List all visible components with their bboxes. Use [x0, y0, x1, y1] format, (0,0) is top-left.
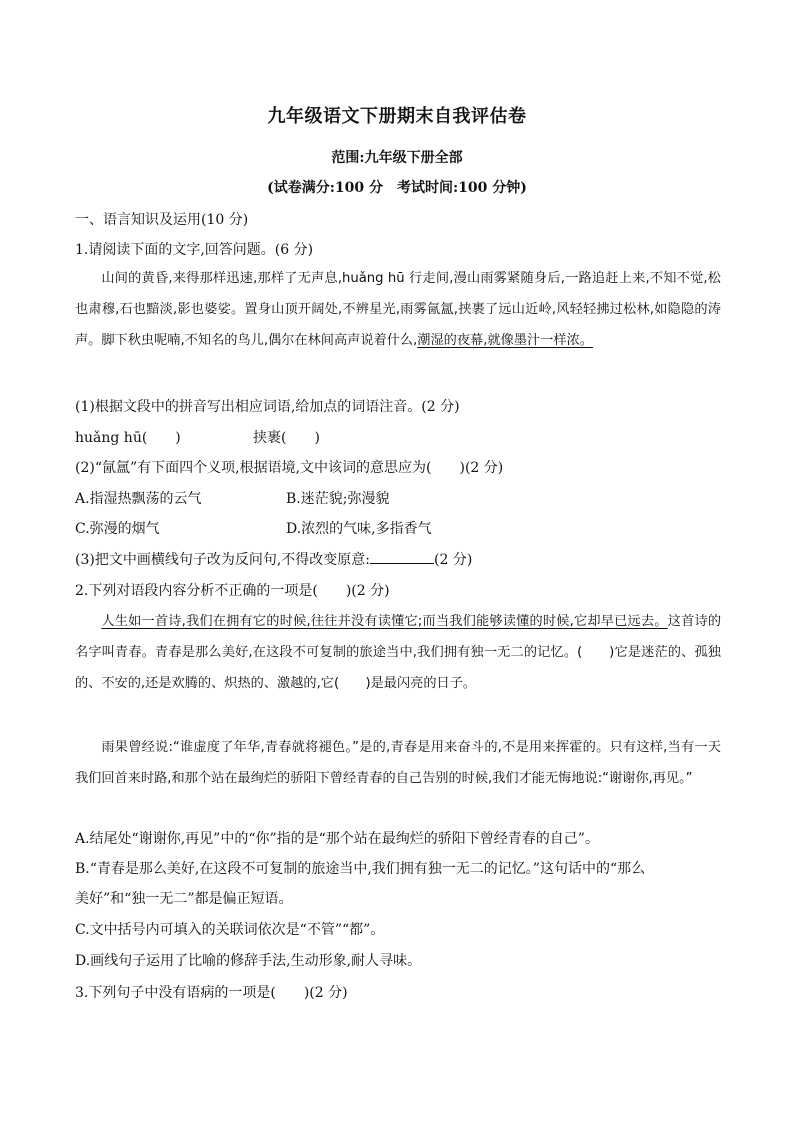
q1-option-a: A.指湿热飘荡的云气	[75, 491, 202, 507]
exam-info: (试卷满分:100 分 考试时间:100 分钟)	[267, 180, 527, 196]
exam-scope: 范围:九年级下册全部	[331, 150, 463, 166]
q1-option-c: C.弥漫的烟气	[75, 521, 160, 537]
q1-sub1-pinyin: huǎng hū( )	[75, 430, 181, 446]
exam-title: 九年级语文下册期末自我评估卷	[267, 106, 527, 127]
q2-option-b-line1: B.“青春是那么美好,在这段不可复制的旅途当中,我们拥有独一无二的记忆。”这句话中的“那么	[75, 861, 646, 877]
passage-text: 山间的黄昏,来得那样迅速,那样了无声息,huǎng hū 行走间,漫山雨雾紧随身后,一路追赶上来,不知不觉,松也肃穆,石也黯淡,影也婆娑。置身山顶开阔处,不辨星光,雨雾氤氲,挟裹了远山近岭,风轻轻拂过松林,如隐隐的涛声。脚下秋虫呢喃,不知名的鸟儿,偶尔在林间高声说着什么,	[75, 271, 721, 348]
q1-sub2: (2)“氤氲”有下面四个义项,根据语境,文中该词的意思应为( )(2 分)	[75, 460, 504, 476]
q1-sub3	[75, 549, 725, 569]
q2-paragraph-1-rest: 这首诗的名字叫青春。青春是那么美好,在这段不可复制的旅途当中,我们拥有独一无二的记忆。( )它是迷茫的、孤独的、不安的,还是欢腾的、炽热的、激越的,它( )是最闪亮的日子。	[75, 614, 722, 691]
q1-sub3-score: (2 分)	[434, 552, 473, 568]
question-2-paragraph-2: 雨果曾经说:“谁虚度了年华,青春就将褪色。”是的,青春是用来奋斗的,不是用来挥霍的。只有这样,当有一天我们回首来时路,和那个站在最绚烂的骄阳下曾经青春的自己告别的时候,我们才能无悔地说:“谢谢你,再见。”	[75, 740, 721, 786]
q2-option-b-line2: 美好”和“独一无二”都是偏正短语。	[75, 891, 293, 907]
q1-option-d: D.浓烈的气味,多指香气	[286, 521, 432, 537]
question-1-passage	[75, 263, 721, 356]
question-3-stem: 3.下列句子中没有语病的一项是( )(2 分)	[75, 985, 348, 1001]
q1-sub3-text: (3)把文中画横线句子改为反问句,不得改变原意:	[75, 552, 370, 568]
q1-sub1: (1)根据文段中的拼音写出相应词语,给加点的词语注音。(2 分)	[75, 399, 460, 415]
q2-option-d: D.画线句子运用了比喻的修辞手法,生动形象,耐人寻味。	[75, 953, 422, 969]
q2-option-a: A.结尾处“谢谢你,再见”中的“你”指的是“那个站在最绚烂的骄阳下曾经青春的自己”。	[75, 831, 599, 847]
q2-underlined-sentence: 人生如一首诗,我们在拥有它的时候,往往并没有读懂它;而当我们能够读懂的时候,它却早已远去。	[101, 614, 668, 629]
q1-sub1-word: 挟裹( )	[253, 430, 320, 446]
question-2-stem: 2.下列对语段内容分析不正确的一项是( )(2 分)	[75, 583, 390, 599]
answer-blank[interactable]	[370, 549, 434, 564]
passage-underlined-sentence: 潮湿的夜幕,就像墨汁一样浓。	[417, 333, 593, 348]
question-1-stem: 1.请阅读下面的文字,回答问题。(6 分)	[75, 242, 314, 258]
q1-option-b: B.迷茫貌;弥漫貌	[286, 491, 390, 507]
section-heading: 一、语言知识及运用(10 分)	[75, 212, 249, 228]
question-2-paragraph-1	[75, 606, 721, 699]
q2-option-c: C.文中括号内可填入的关联词依次是“不管”“都”。	[75, 922, 385, 938]
